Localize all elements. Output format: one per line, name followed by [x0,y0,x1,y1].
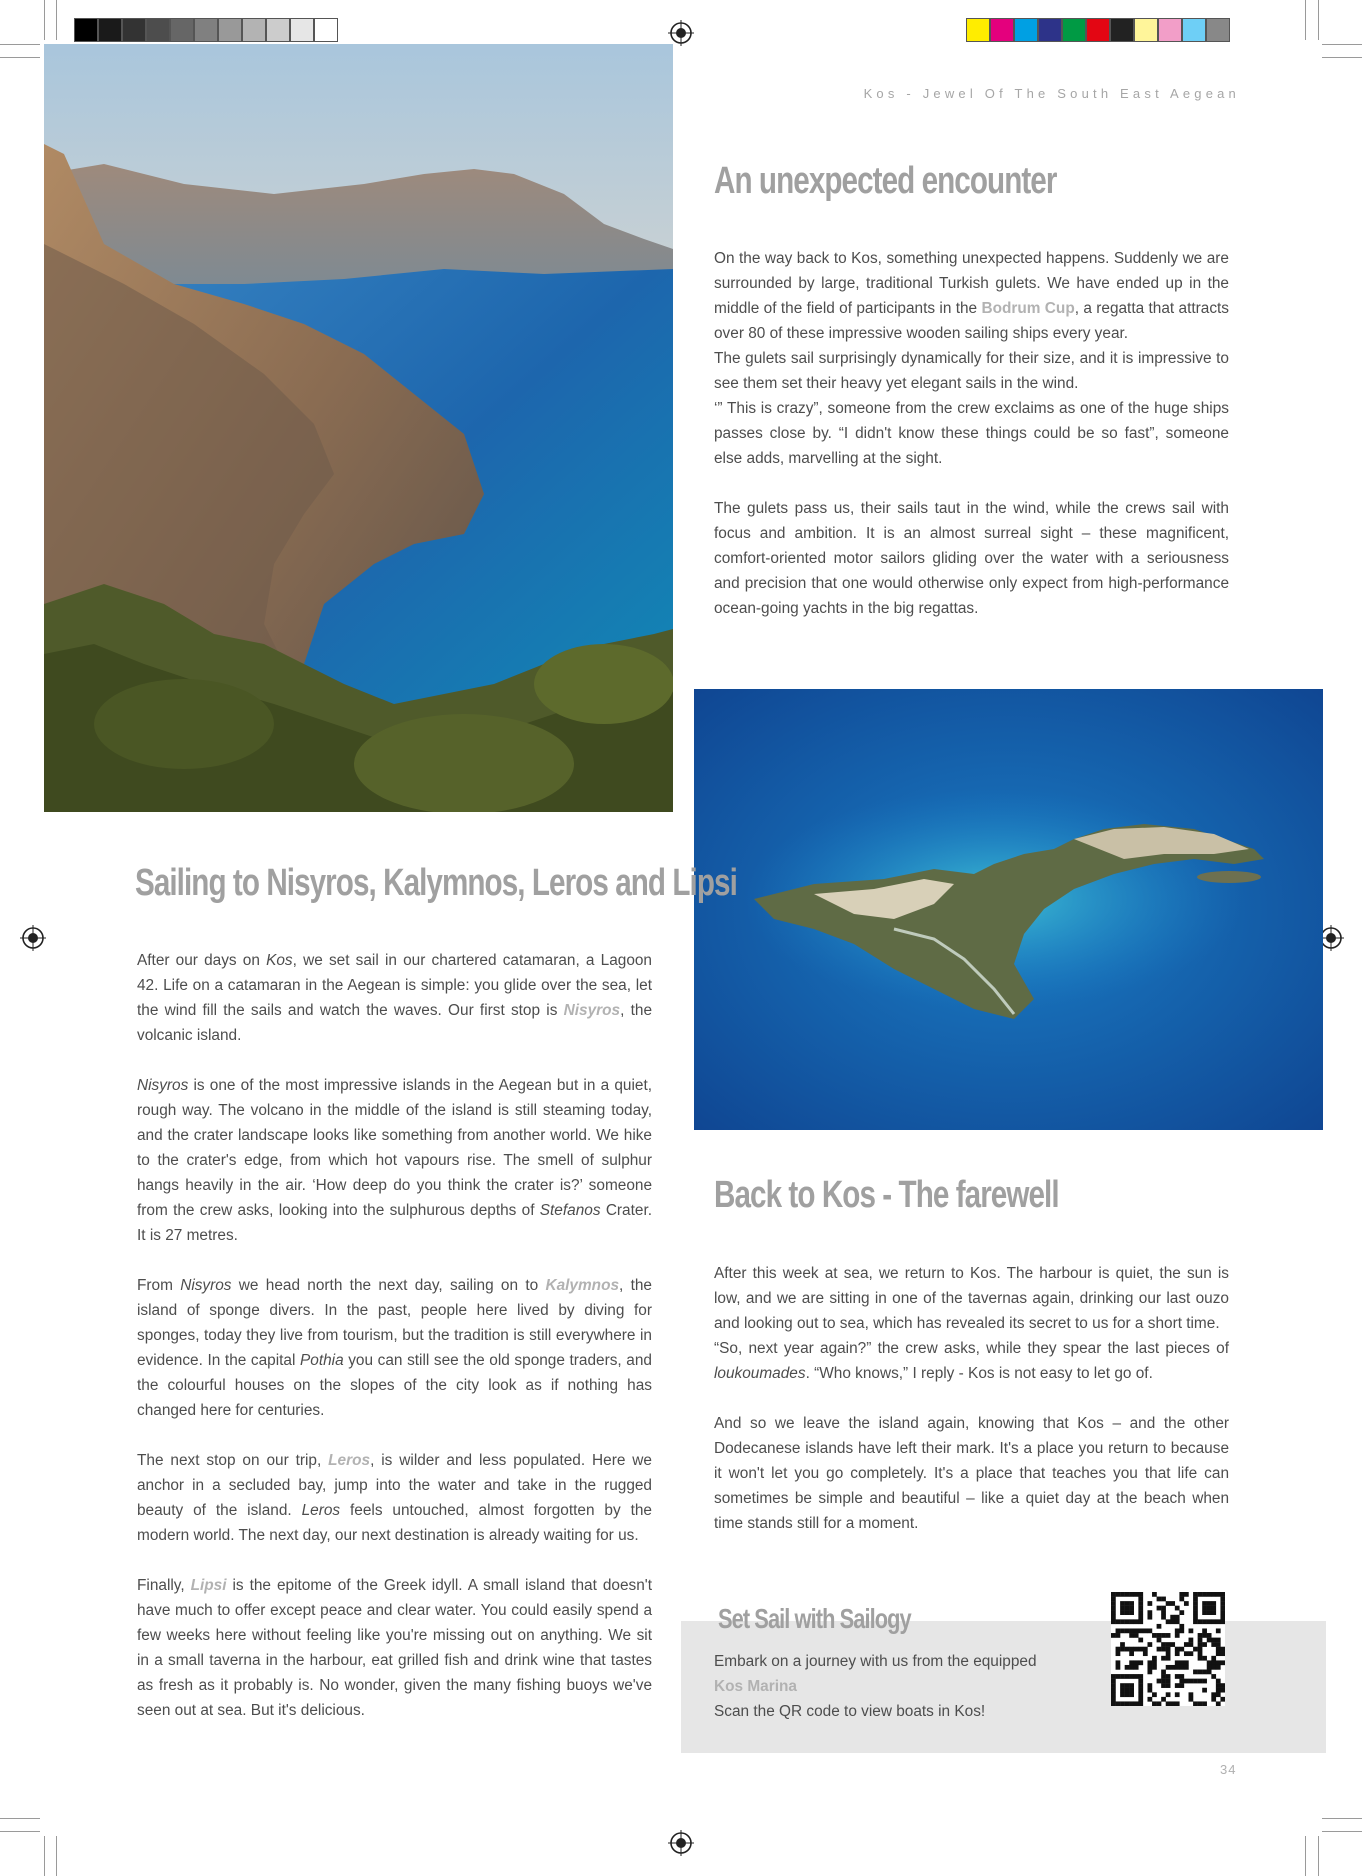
page-number: 34 [1220,1762,1237,1777]
coastline-photo [44,44,673,812]
running-head: Kos - Jewel Of The South East Aegean [863,86,1240,101]
color-swatch [1086,18,1110,42]
bodrum-cup-link[interactable]: Bodrum Cup [981,300,1075,317]
paragraph: The gulets sail surprisingly dynamically for their size, and it is impressive to see them set their heavy yet elegant sails in the wind. [714,350,1229,392]
paragraph: ‘” This is crazy”, someone from the crew exclaims as one of the huge ships passes close by. “I didn't know these things could be so fast”, someone else adds, marvelling at the sight. [714,400,1229,467]
paragraph: “So, next year again?” the crew asks, while they spear the last pieces of loukoumades. “Who knows,” I reply - Kos is not easy to let go of. [714,1340,1229,1382]
color-swatch [194,18,218,42]
paragraph: Finally, Lipsi is the epitome of the Greek idyll. A small island that doesn't have much to offer except peace and clear water. You could easily spend a few weeks here without feeling like you're missing out on anything. We sit in a small taverna in the harbour, eat grilled fish and drink wine that tastes as fresh as it probably is. No wonder, given the many fishing buoys we've seen out at sea. But it's delicious. [137,1577,652,1719]
registration-mark-icon [20,925,46,951]
section-body-sailing [137,948,652,1723]
sailogy-text: Embark on a journey with us from the equipped Kos Marina Scan the QR code to view boats in Kos! [714,1653,1037,1720]
section-title-farewell: Back to Kos - The farewell [714,1174,1059,1216]
color-swatch [170,18,194,42]
section-title-encounter: An unexpected encounter [714,160,1057,202]
color-swatch [966,18,990,42]
color-swatch [1158,18,1182,42]
color-swatch [1110,18,1134,42]
color-swatch [146,18,170,42]
color-swatch [242,18,266,42]
color-swatch [1206,18,1230,42]
color-swatch [1062,18,1086,42]
color-swatch [290,18,314,42]
leros-link[interactable]: Leros [328,1452,371,1469]
kos-marina-link[interactable]: Kos Marina [714,1678,797,1695]
registration-mark-icon [668,20,694,46]
paragraph: After our days on Kos, we set sail in our chartered catamaran, a Lagoon 42. Life on a catamaran in the Aegean is simple: you glide over the sea, let the wind fill the sails and watch the waves. Our first stop is Nisyros, the volcanic island. [137,952,652,1044]
color-swatch [990,18,1014,42]
lipsi-link[interactable]: Lipsi [190,1577,227,1594]
color-swatch [1014,18,1038,42]
kalymnos-link[interactable]: Kalymnos [545,1277,620,1294]
color-swatch [98,18,122,42]
paragraph: From Nisyros we head north the next day, sailing on to Kalymnos, the island of sponge divers. In the past, people here lived by diving for sponges, today they live from tourism, but the tradition is still everywhere in evidence. In the capital Pothia you can still see the old sponge traders, and the colourful houses on the slopes of the city look as if nothing has changed here for centuries. [137,1277,652,1419]
color-swatch [218,18,242,42]
qr-code[interactable] [1111,1592,1225,1744]
color-swatch [74,18,98,42]
color-swatch [314,18,338,42]
paragraph: On the way back to Kos, something unexpected happens. Suddenly we are surrounded by large, traditional Turkish gulets. We have ended up in the middle of the field of participants in the Bodrum Cup, a regatta that attracts over 80 of these impressive wooden sailing ships every year. [714,250,1229,342]
paragraph: Nisyros is one of the most impressive islands in the Aegean but in a quiet, rough way. The volcano in the middle of the island is still steaming today, and the crater landscape looks like something from another world. We hike to the crater's edge, from which hot vapours rise. The smell of sulphur hangs heavily in the air. ‘How deep do you think the crater is?’ someone from the crew asks, looking into the sulphurous depths of Stefanos Crater. It is 27 metres. [137,1077,653,1244]
nisyros-link[interactable]: Nisyros [563,1002,621,1019]
color-swatch [266,18,290,42]
aerial-island-photo [694,689,1323,1130]
section-body-farewell [714,1261,1229,1536]
color-swatch [1038,18,1062,42]
paragraph: And so we leave the island again, knowing that Kos – and the other Dodecanese islands have left their mark. It's a place you return to because it won't let you go completely. It's a place that teaches you that life can sometimes be simple and beautiful – like a quiet day at the beach when time stands still for a moment. [714,1415,1229,1532]
section-title-sailing: Sailing to Nisyros, Kalymnos, Leros and Lipsi [135,862,737,904]
paragraph: After this week at sea, we return to Kos. The harbour is quiet, the sun is low, and we are sitting in one of the tavernas again, drinking our last ouzo and looking out to sea, which has revealed its secret to us for a short time. [714,1265,1229,1332]
paragraph: The gulets pass us, their sails taut in the wind, while the crews sail with focus and ambition. It is an almost surreal sight – these magnificent, comfort-oriented motor sailors gliding over the water with a seriousness and precision that one would otherwise only expect from high-performance ocean-going yachts in the big regattas. [714,500,1229,617]
color-swatch [1182,18,1206,42]
color-swatch [122,18,146,42]
color-swatch [1134,18,1158,42]
section-body-encounter [714,246,1229,621]
registration-mark-icon [668,1830,694,1856]
sailogy-title: Set Sail with Sailogy [718,1603,911,1634]
paragraph: The next stop on our trip, Leros, is wilder and less populated. Here we anchor in a secluded bay, jump into the water and take in the rugged beauty of the island. Leros feels untouched, almost forgotten by the modern world. The next day, our next destination is already waiting for us. [137,1452,652,1544]
